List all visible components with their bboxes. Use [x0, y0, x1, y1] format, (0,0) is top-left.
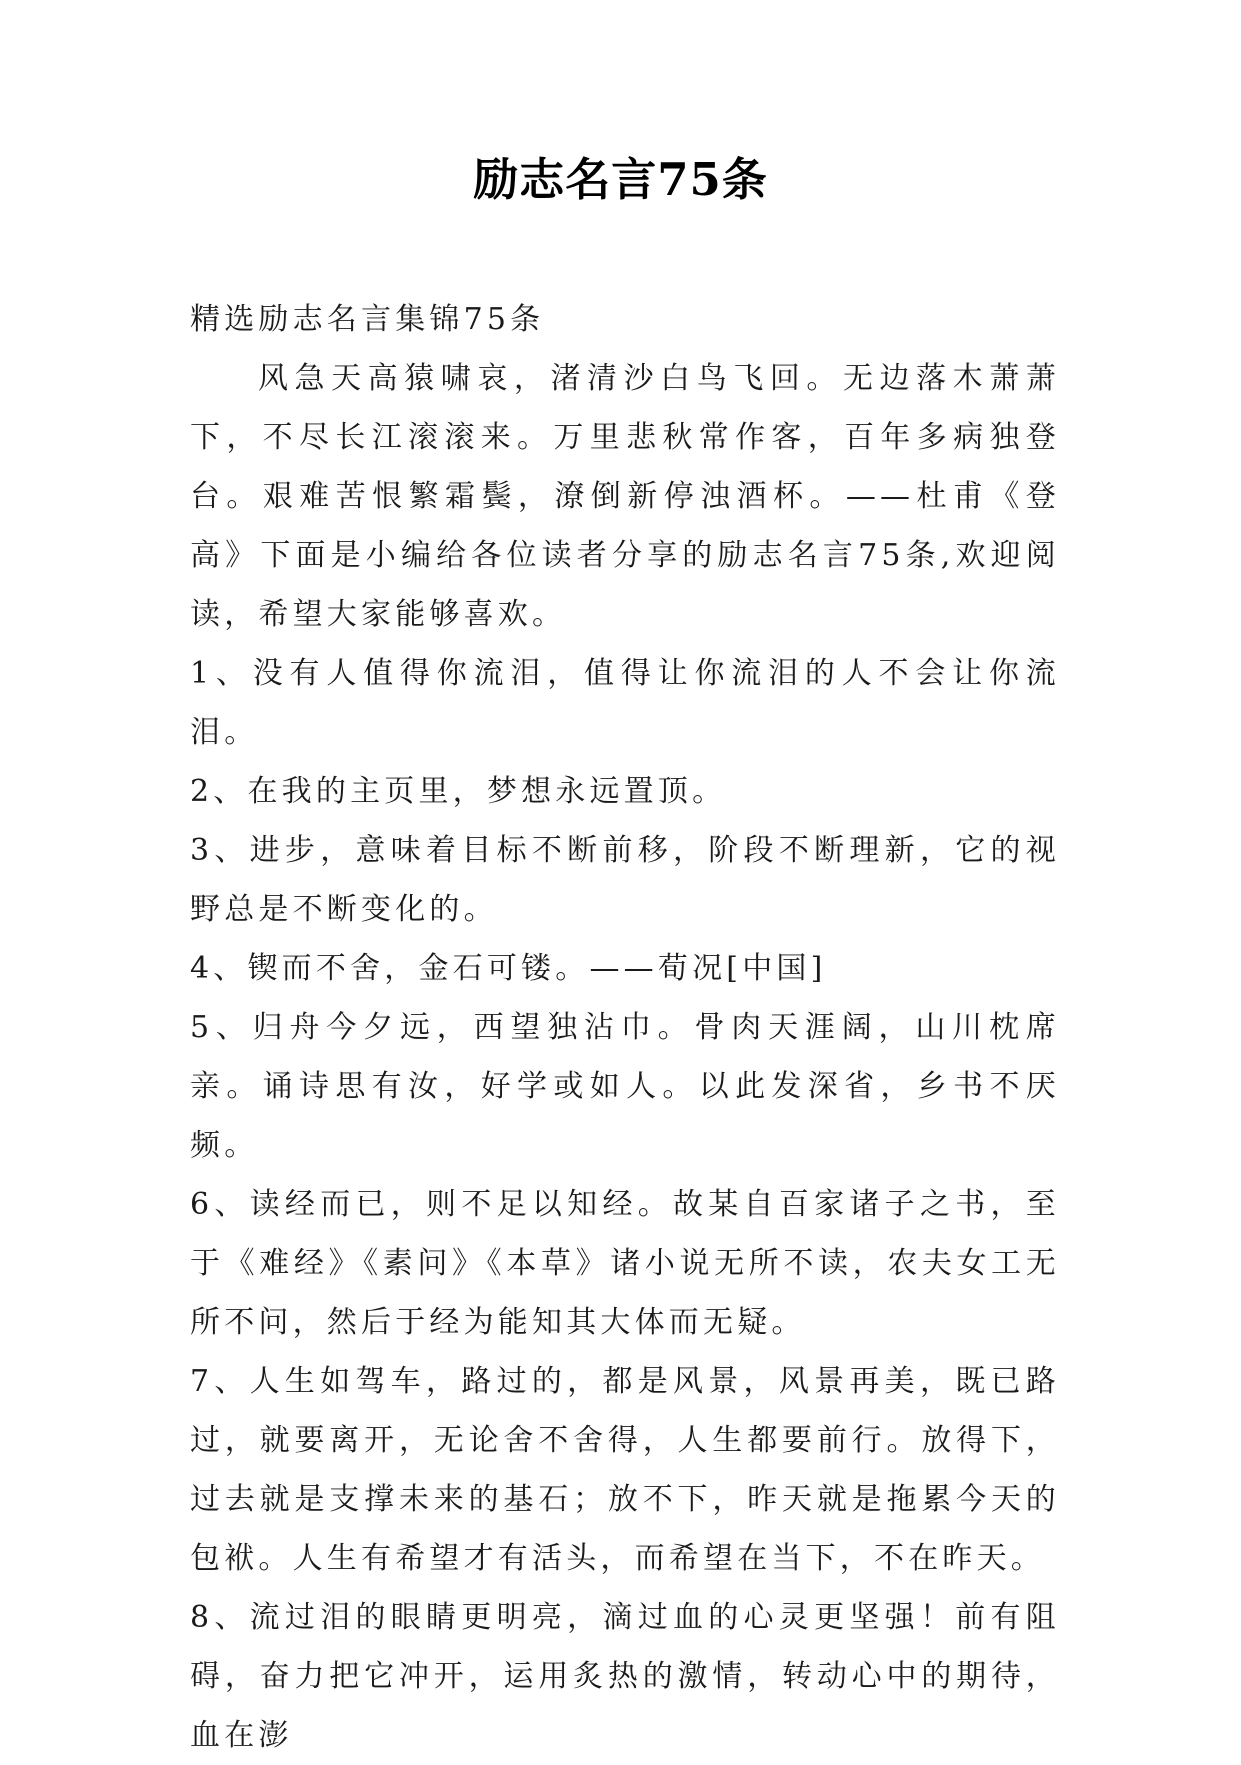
quote-item-3: 3、进步，意味着目标不断前移，阶段不断理新，它的视野总是不断变化的。: [190, 833, 1060, 927]
document-title: 励志名言75条: [473, 153, 768, 206]
quote-item-4: 4、锲而不舍，金石可镂。——荀况[中国]: [190, 951, 827, 986]
paragraph-subtitle: 精选励志名言集锦75条: [190, 302, 545, 337]
quote-item-5: 5、归舟今夕远，西望独沾巾。骨肉天涯阔，山川枕席亲。诵诗思有汝，好学或如人。以此发深省，乡书不厌频。: [190, 1010, 1060, 1163]
quote-item-6: 6、读经而已，则不足以知经。故某自百家诸子之书，至于《难经》《素问》《本草》诸小说无所不读，农夫女工无所不问，然后于经为能知其大体而无疑。: [190, 1187, 1060, 1340]
quote-item-7: 7、人生如驾车，路过的，都是风景，风景再美，既已路过，就要离开，无论舍不舍得，人生都要前行。放得下，过去就是支撑未来的基石；放不下，昨天就是拖累今天的包袱。人生有希望才有活头，而希望在当下，不在昨天。: [190, 1364, 1060, 1576]
quote-item-1: 1、没有人值得你流泪，值得让你流泪的人不会让你流泪。: [190, 656, 1060, 750]
paragraph-intro: 风急天高猿啸哀，渚清沙白鸟飞回。无边落木萧萧下，不尽长江滚滚来。万里悲秋常作客，百年多病独登台。艰难苦恨繁霜鬓，潦倒新停浊酒杯。——杜甫《登高》下面是小编给各位读者分享的励志名言75条,欢迎阅读，希望大家能够喜欢。: [190, 361, 1060, 632]
document-body: [190, 290, 1060, 1765]
quote-item-2: 2、在我的主页里，梦想永远置顶。: [190, 774, 727, 809]
quote-item-8: 8、流过泪的眼睛更明亮，滴过血的心灵更坚强！前有阻碍，奋力把它冲开，运用炙热的激情，转动心中的期待，血在澎: [190, 1600, 1060, 1753]
